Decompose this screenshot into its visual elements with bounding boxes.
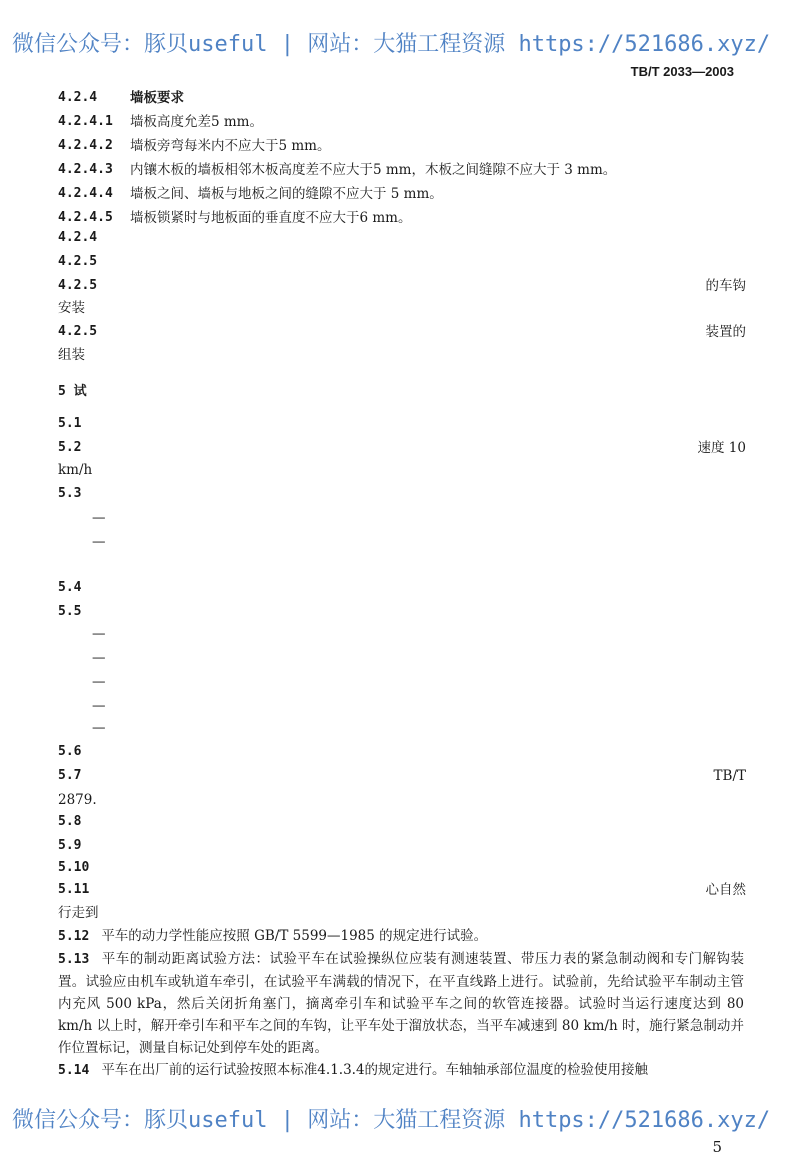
section-number: 5.12 [58, 929, 90, 944]
fragment-left: 5.11 [58, 882, 90, 897]
fragment-left: — [92, 510, 106, 526]
section-text: 墙板要求 [130, 90, 184, 106]
fragment-left: — [92, 674, 106, 690]
section-text: 平车在出厂前的运行试验按照本标准4.1.3.4的规定进行。车轴轴承部位温度的检验使用接触 [101, 1062, 649, 1078]
section-number: 4.2.4.5 [58, 210, 113, 225]
section-number: 5.14 [58, 1063, 90, 1078]
fragment-left: 4.2.5 [58, 324, 98, 339]
standard-header: TB/T 2033—2003 [630, 64, 734, 79]
fragment-right: 心自然 [705, 882, 746, 898]
fragment-left: 5.8 [58, 814, 82, 829]
fragment-right: TB/T [713, 768, 746, 784]
fragment-left: 5.4 [58, 580, 82, 595]
fragment-left: — [92, 534, 106, 550]
section-number: 5.13 [58, 952, 90, 967]
watermark-top: 微信公众号：豚贝useful | 网站：大猫工程资源 https://521686.xyz/ [12, 32, 771, 57]
section-text: 平车的制动距离试验方法：试验平车在试验操纵位应装有测速装置、带压力表的紧急制动阀和专门解钩装置。试验应由机车或轨道车牵引，在试验平车满载的情况下，在平直线路上进行。试验前，先给试验平车制动主管内充风 500 kPa，然后关闭折角塞门，摘离牵引车和试验平车之间的软管连接器。试验时当运行速度达到 80 km/h 以上时，解开牵引车和平车之间的车钩，让平车处于溜放状态，当平车减速到 80 km/h 时，施行紧急制动并作位置标记，测量自标记处到停车处的距离。 [58, 951, 744, 1056]
fragment-left: 5 试 [58, 384, 87, 399]
section-text: 墙板高度允差5 mm。 [130, 114, 263, 130]
fragment-left: 5.6 [58, 744, 82, 759]
fragment-left: 4.2.5 [58, 278, 98, 293]
watermark-bottom: 微信公众号：豚贝useful | 网站：大猫工程资源 https://521686.xyz/ [12, 1108, 771, 1133]
fragment-left: 5.1 [58, 416, 82, 431]
section-text: 墙板之间、墙板与地板之间的缝隙不应大于 5 mm。 [130, 186, 443, 202]
fragment-left: 安装 [58, 300, 85, 316]
fragment-left: 5.5 [58, 604, 82, 619]
fragment-left: — [92, 626, 106, 642]
fragment-right: 的车钩 [705, 278, 746, 294]
paragraph-5-12 [58, 925, 744, 948]
fragment-left: 5.3 [58, 486, 82, 501]
fragment-left: — [92, 650, 106, 666]
closing-paragraphs [58, 925, 744, 1082]
section-number: 4.2.4.2 [58, 138, 113, 153]
section-number: 4.2.4.4 [58, 186, 113, 201]
fragment-left: — [92, 698, 106, 714]
paragraph-5-14 [58, 1059, 744, 1082]
fragment-left: 5.9 [58, 838, 82, 853]
fragment-left: 5.7 [58, 768, 82, 783]
fragment-left: 4.2.5 [58, 254, 98, 269]
section-number: 4.2.4.1 [58, 114, 113, 129]
fragment-left: 4.2.4 [58, 230, 98, 245]
fragment-right: 装置的 [705, 324, 746, 340]
page-number: 5 [712, 1138, 722, 1156]
fragment-left: 行走到 [58, 905, 99, 921]
fragment-left: — [92, 720, 106, 736]
section-text: 平车的动力学性能应按照 GB/T 5599—1985 的规定进行试验。 [101, 928, 488, 944]
section-number: 4.2.4.3 [58, 162, 113, 177]
fragment-right: 速度 10 [697, 440, 746, 456]
fragment-left: 5.2 [58, 440, 82, 455]
section-text: 墙板锁紧时与地板面的垂直度不应大于6 mm。 [130, 210, 412, 226]
paragraph-5-13 [58, 948, 744, 1059]
fragment-left: 2879. [58, 792, 97, 808]
section-text: 内镶木板的墙板相邻木板高度差不应大于5 mm，木板之间缝隙不应大于 3 mm。 [130, 162, 617, 178]
fragment-left: 组装 [58, 347, 85, 363]
fragment-left: 5.10 [58, 860, 90, 875]
section-text: 墙板旁弯每米内不应大于5 mm。 [130, 138, 331, 154]
section-number: 4.2.4 [58, 90, 98, 105]
fragment-left: km/h [58, 462, 93, 478]
